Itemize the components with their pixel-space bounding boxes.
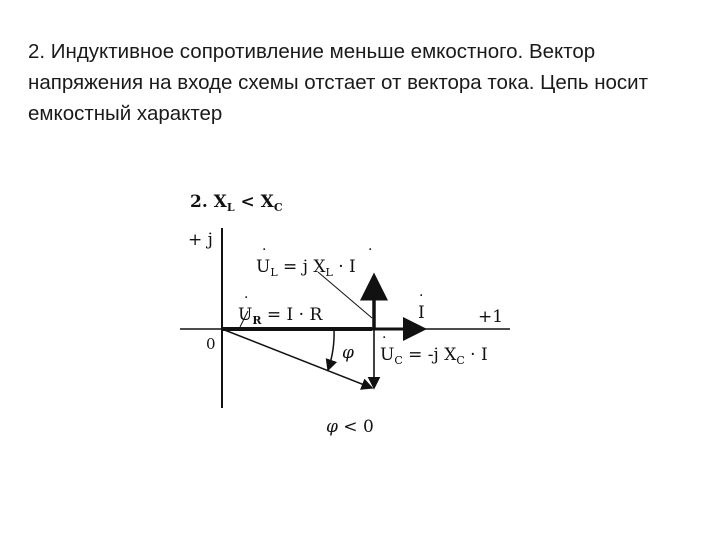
slide-description-text: 2. Индуктивное сопротивление меньше емкостного. Вектор напряжения на входе схемы отстает от вектора тока. Цепь носит емкостный характер [28, 40, 649, 125]
ul-formula: $U_L = j$ $X_L \cdot I$ [256, 257, 356, 279]
ur-dot: · [244, 290, 249, 306]
ul-dot: · [262, 242, 267, 258]
ul-i-dot: · [368, 242, 373, 258]
diagram-heading: 2. $X_L < X_C$ [190, 192, 283, 214]
current-label: I [418, 303, 425, 323]
uc-dot: · [382, 330, 387, 346]
phi-arc [328, 329, 334, 370]
ur-formula: $U_R = I \cdot R$ [238, 305, 323, 327]
imag-axis-label: + j [188, 230, 213, 250]
real-axis-label: +1 [478, 307, 504, 327]
origin-label: 0 [206, 335, 216, 353]
current-dot: · [419, 288, 424, 304]
phi-label: φ [342, 343, 354, 363]
uc-formula: $U_C = -j$ $X_C \cdot I$ [380, 345, 488, 367]
phi-condition: φ < 0 [326, 417, 374, 437]
